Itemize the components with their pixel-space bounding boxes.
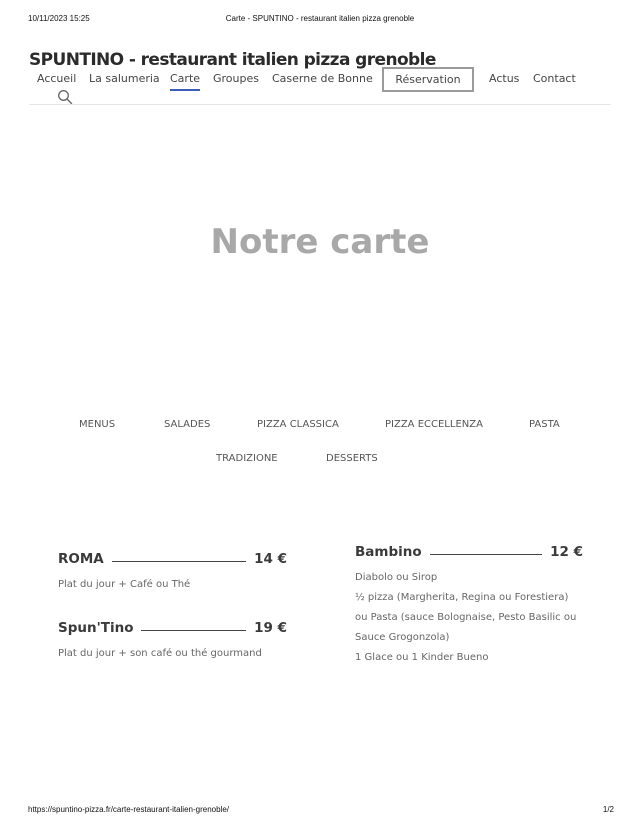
menu-item-name: ROMA: [58, 551, 104, 567]
nav-item-groupes[interactable]: Groupes: [213, 72, 259, 85]
menu-item-leader-line: [141, 630, 246, 631]
search-icon[interactable]: [57, 89, 73, 105]
print-date: 10/11/2023 15:25: [28, 14, 90, 23]
tab-salades[interactable]: SALADES: [164, 419, 211, 430]
menu-item-description: Plat du jour + Café ou Thé: [58, 579, 191, 590]
tab-menus[interactable]: MENUS: [79, 419, 116, 430]
main-nav: [0, 72, 640, 104]
reservation-button-label: Réservation: [395, 73, 461, 86]
nav-item-carte[interactable]: Carte: [170, 72, 201, 85]
site-title[interactable]: SPUNTINO - restaurant italien pizza grenoble: [29, 50, 436, 70]
menu-item-bambino: [355, 544, 583, 560]
print-page-number: 1/2: [602, 805, 614, 814]
menu-desc-line: 1 Glace ou 1 Kinder Bueno: [355, 652, 489, 663]
reservation-button[interactable]: [382, 67, 474, 92]
print-header: [0, 14, 640, 26]
tab-pizza-eccellenza[interactable]: PIZZA ECCELLENZA: [385, 419, 483, 430]
menu-item-name: Spun'Tino: [58, 620, 134, 636]
menu-item-leader-line: [430, 554, 542, 555]
nav-item-la-salumeria[interactable]: La salumeria: [89, 72, 160, 85]
nav-item-accueil[interactable]: Accueil: [37, 72, 77, 85]
menu-desc-line: ou Pasta (sauce Bolognaise, Pesto Basilic ou: [355, 612, 577, 623]
menu-item-name: Bambino: [355, 544, 422, 560]
menu-item-roma: [58, 551, 287, 567]
menu-item-spuntino: [58, 620, 287, 636]
hero-title: Notre carte: [210, 222, 430, 262]
menu-item-description: [355, 568, 595, 668]
nav-item-caserne-de-bonne[interactable]: Caserne de Bonne: [272, 72, 373, 85]
print-url: https://spuntino-pizza.fr/carte-restaurant-italien-grenoble/: [28, 805, 229, 814]
nav-item-actus[interactable]: Actus: [489, 72, 520, 85]
menu-item-price: 14 €: [254, 551, 287, 567]
print-footer: [0, 805, 640, 817]
tab-pizza-classica[interactable]: PIZZA CLASSICA: [257, 419, 339, 430]
menu-item-leader-line: [112, 561, 246, 562]
menu-desc-line: ½ pizza (Margherita, Regina ou Forestiera): [355, 592, 569, 603]
tab-tradizione[interactable]: TRADIZIONE: [216, 453, 278, 464]
menu-item-price: 12 €: [550, 544, 583, 560]
nav-item-contact[interactable]: Contact: [533, 72, 576, 85]
tab-pasta[interactable]: PASTA: [529, 419, 560, 430]
tab-desserts[interactable]: DESSERTS: [326, 453, 378, 464]
menu-desc-line: Sauce Grogonzola): [355, 632, 450, 643]
print-page-title: Carte - SPUNTINO - restaurant italien pizza grenoble: [225, 14, 415, 23]
nav-divider: [29, 104, 611, 105]
menu-desc-line: Diabolo ou Sirop: [355, 572, 438, 583]
menu-item-description: Plat du jour + son café ou thé gourmand: [58, 648, 262, 659]
menu-item-price: 19 €: [254, 620, 287, 636]
